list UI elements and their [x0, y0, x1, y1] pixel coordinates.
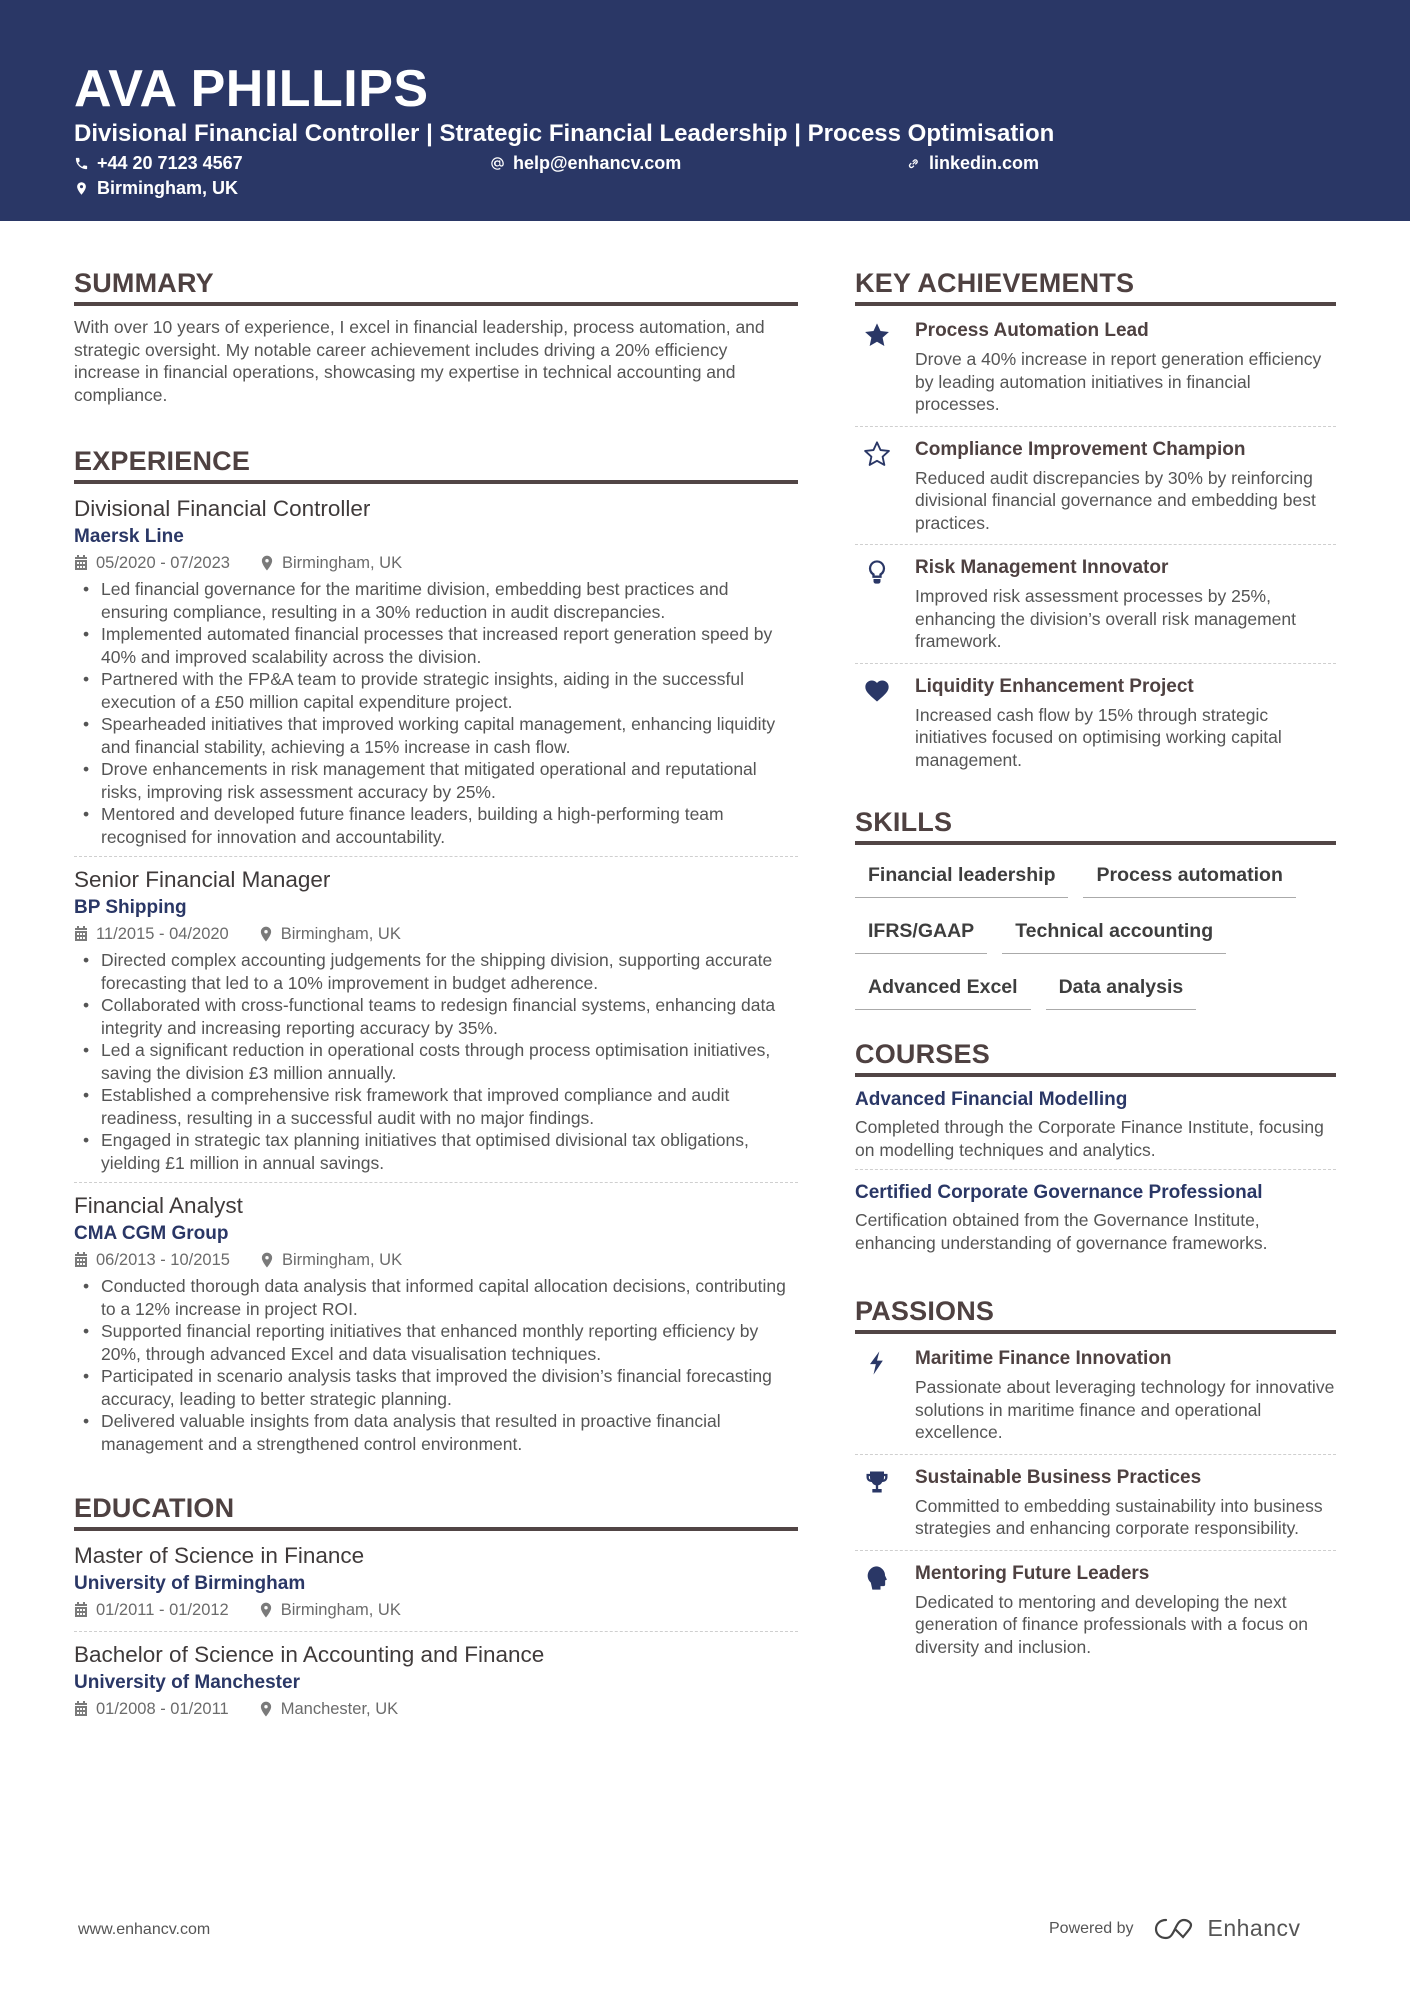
bullet-item: • Engaged in strategic tax planning initiatives that optimised divisional tax obligations, yielding £1 million in annual savings. — [74, 1129, 798, 1174]
passion-title: Maritime Finance Innovation — [915, 1348, 1172, 1369]
education-section — [74, 1491, 798, 1730]
bullet-item: • Drove enhancements in risk management that mitigated operational and reputational risks, improving risk assessment accuracy by 25%. — [74, 758, 798, 803]
job-dates: 11/2015 - 04/2020 — [96, 925, 229, 943]
candidate-name: AVA PHILLIPS — [74, 60, 429, 118]
location-pin-icon — [260, 1252, 274, 1268]
right-column — [855, 266, 1336, 1668]
lightning-bolt-icon — [863, 1349, 891, 1377]
bullet-item: • Supported financial reporting initiatives that enhanced monthly reporting efficiency by 20%, through advanced Excel and data visualisation techniques. — [74, 1320, 798, 1365]
passion-item — [855, 1336, 1336, 1454]
passion-item — [855, 1454, 1336, 1550]
email-link[interactable]: help@enhancv.com — [513, 153, 682, 173]
resume-header — [0, 0, 1410, 221]
course-desc: Certification obtained from the Governance Institute, enhancing understanding of governance frameworks. — [855, 1210, 1268, 1253]
skills-section — [855, 805, 1336, 1021]
skill-tag: Technical accounting — [1002, 909, 1226, 954]
achievement-item — [855, 663, 1336, 782]
course-title: Advanced Financial Modelling — [855, 1089, 1128, 1110]
company-name: Maersk Line — [74, 526, 184, 547]
company-name: BP Shipping — [74, 897, 187, 918]
achievement-item — [855, 308, 1336, 426]
job-bullets — [74, 1275, 798, 1455]
job-location: Birmingham, UK — [281, 554, 403, 572]
job-meta — [74, 921, 798, 947]
section-title-experience: EXPERIENCE — [74, 444, 798, 484]
achievements-section — [855, 266, 1336, 781]
education-dates: 01/2008 - 01/2011 — [96, 1700, 229, 1718]
footer-branding — [1049, 1915, 1301, 1942]
brand-logo[interactable] — [1152, 1915, 1301, 1942]
achievement-desc: Drove a 40% increase in report generation efficiency by leading automation initiatives in financial processes. — [915, 349, 1322, 414]
job-title: Senior Financial Manager — [74, 867, 331, 892]
job-dates: 06/2013 - 10/2015 — [96, 1251, 230, 1269]
location-pin-icon — [74, 181, 89, 196]
skill-tag: Process automation — [1083, 853, 1295, 898]
course-item — [855, 1081, 1336, 1169]
star-outline-icon — [863, 440, 891, 468]
website-link[interactable]: linkedin.com — [929, 153, 1040, 173]
trophy-icon — [863, 1468, 891, 1496]
achievement-desc: Improved risk assessment processes by 25%, enhancing the division’s overall risk management framework. — [915, 586, 1297, 651]
contact-website[interactable] — [906, 152, 1039, 174]
degree-title: Master of Science in Finance — [74, 1543, 365, 1568]
bullet-item: • Collaborated with cross-functional teams to redesign financial systems, enhancing data integrity and increasing reporting accuracy by 35%. — [74, 994, 798, 1039]
location-text: Birmingham, UK — [97, 178, 239, 198]
calendar-icon — [74, 926, 88, 942]
at-icon — [490, 156, 505, 171]
achievement-item — [855, 426, 1336, 545]
passions-section — [855, 1294, 1336, 1668]
education-meta — [74, 1597, 798, 1623]
skill-tag: IFRS/GAAP — [855, 909, 987, 954]
course-item — [855, 1169, 1336, 1262]
experience-item — [74, 494, 798, 856]
section-title-summary: SUMMARY — [74, 266, 798, 306]
skills-list — [855, 853, 1336, 1021]
passion-title: Sustainable Business Practices — [915, 1466, 1202, 1488]
contact-phone — [74, 152, 243, 174]
achievement-title: Liquidity Enhancement Project — [915, 675, 1194, 697]
bullet-item: • Led financial governance for the maritime division, embedding best practices and ensuring compliance, resulting in a 30% reduction in audit discrepancies. — [74, 578, 798, 623]
bullet-item: • Directed complex accounting judgements for the shipping division, supporting accurate forecasting that led to a 10% improvement in budget adherence. — [74, 949, 798, 994]
location-pin-icon — [259, 926, 273, 942]
education-item — [74, 1631, 798, 1730]
heart-icon — [863, 677, 891, 705]
education-meta — [74, 1696, 798, 1722]
star-filled-icon — [863, 321, 891, 349]
bullet-item: • Led a significant reduction in operational costs through process optimisation initiatives, saving the division £3 million annually. — [74, 1039, 798, 1084]
location-pin-icon — [259, 1701, 273, 1717]
section-title-skills: SKILLS — [855, 805, 1336, 845]
bullet-item: • Implemented automated financial processes that increased report generation speed by 40% and improved scalability across the division. — [74, 623, 798, 668]
course-desc: Completed through the Corporate Finance Institute, focusing on modelling techniques and analytics. — [855, 1117, 1324, 1160]
skill-tag: Financial leadership — [855, 853, 1068, 898]
contact-email[interactable] — [490, 152, 681, 174]
lightbulb-icon — [863, 558, 891, 586]
contact-location — [74, 177, 238, 199]
footer-website-link[interactable]: www.enhancv.com — [78, 1921, 211, 1938]
passion-desc: Passionate about leveraging technology for innovative solutions in maritime finance and operational excellence. — [915, 1377, 1335, 1442]
enhancv-logo-icon — [1152, 1916, 1198, 1942]
summary-text: With over 10 years of experience, I excel in financial leadership, process automation, and strategic oversight. My notable career achievement includes driving a 20% efficiency increase in financial operations, showcasing my expertise in technical accounting and compliance. — [74, 317, 765, 405]
achievement-item — [855, 544, 1336, 663]
experience-item — [74, 1182, 798, 1463]
job-location: Birmingham, UK — [281, 1251, 403, 1269]
achievement-title: Process Automation Lead — [915, 320, 1149, 341]
school-name: University of Manchester — [74, 1672, 300, 1693]
location-pin-icon — [260, 555, 274, 571]
experience-item — [74, 856, 798, 1182]
calendar-icon — [74, 1701, 88, 1717]
job-location: Birmingham, UK — [280, 925, 401, 943]
passion-title: Mentoring Future Leaders — [915, 1562, 1150, 1584]
achievement-title: Compliance Improvement Champion — [915, 438, 1246, 460]
phone-icon — [74, 156, 89, 171]
brand-name: Enhancv — [1207, 1915, 1301, 1941]
powered-by-label: Powered by — [1049, 1919, 1134, 1937]
location-pin-icon — [259, 1602, 273, 1618]
company-name: CMA CGM Group — [74, 1223, 229, 1244]
courses-section — [855, 1037, 1336, 1262]
job-dates: 05/2020 - 07/2023 — [96, 554, 230, 572]
phone-text: +44 20 7123 4567 — [97, 153, 243, 173]
bullet-item: • Conducted thorough data analysis that informed capital allocation decisions, contributing to a 12% increase in project ROI. — [74, 1275, 798, 1320]
job-meta — [74, 1247, 798, 1273]
summary-section — [74, 266, 798, 406]
skill-tag: Advanced Excel — [855, 965, 1031, 1010]
job-meta — [74, 550, 798, 576]
left-column — [74, 266, 798, 1730]
passion-desc: Committed to embedding sustainability into business strategies and enhancing corporate responsibility. — [915, 1495, 1323, 1538]
section-title-achievements: KEY ACHIEVEMENTS — [855, 266, 1336, 306]
job-bullets — [74, 578, 798, 848]
education-dates: 01/2011 - 01/2012 — [96, 1601, 229, 1619]
section-title-courses: COURSES — [855, 1037, 1336, 1077]
achievement-desc: Reduced audit discrepancies by 30% by reinforcing divisional financial governance and embedding best practices. — [915, 467, 1316, 533]
bullet-item: • Partnered with the FP&A team to provide strategic insights, aiding in the successful execution of a £50 million capital expenditure project. — [74, 668, 798, 713]
section-title-education: EDUCATION — [74, 1491, 798, 1531]
section-title-passions: PASSIONS — [855, 1294, 1336, 1334]
passion-desc: Dedicated to mentoring and developing the next generation of finance professionals with a focus on diversity and inclusion. — [915, 1591, 1309, 1657]
candidate-headline: Divisional Financial Controller | Strategic Financial Leadership | Process Optimisation — [74, 120, 1055, 147]
education-location: Manchester, UK — [280, 1700, 399, 1718]
calendar-icon — [74, 1252, 88, 1268]
job-bullets — [74, 949, 798, 1174]
education-location: Birmingham, UK — [280, 1601, 401, 1619]
head-brain-icon — [863, 1564, 891, 1592]
job-title: Financial Analyst — [74, 1193, 243, 1218]
passion-item — [855, 1550, 1336, 1669]
school-name: University of Birmingham — [74, 1573, 306, 1594]
achievement-desc: Increased cash flow by 15% through strategic initiatives focused on optimising working capital management. — [915, 704, 1282, 770]
bullet-item: • Delivered valuable insights from data analysis that resulted in proactive financial management and a strengthened control environment. — [74, 1410, 798, 1455]
education-item — [74, 1541, 798, 1631]
calendar-icon — [74, 555, 88, 571]
course-title: Certified Corporate Governance Professional — [855, 1182, 1263, 1203]
bullet-item: • Established a comprehensive risk framework that improved compliance and audit readiness, resulting in a successful audit with no major findings. — [74, 1084, 798, 1129]
degree-title: Bachelor of Science in Accounting and Finance — [74, 1642, 545, 1667]
bullet-item: • Spearheaded initiatives that improved working capital management, enhancing liquidity and financial stability, achieving a 15% increase in cash flow. — [74, 713, 798, 758]
achievement-title: Risk Management Innovator — [915, 557, 1169, 578]
bullet-item: • Participated in scenario analysis tasks that improved the division’s financial forecasting accuracy, leading to better strategic planning. — [74, 1365, 798, 1410]
skill-tag: Data analysis — [1046, 965, 1197, 1010]
bullet-item: • Mentored and developed future finance leaders, building a high-performing team recognised for innovation and accountability. — [74, 803, 798, 848]
job-title: Divisional Financial Controller — [74, 496, 371, 521]
calendar-icon — [74, 1602, 88, 1618]
link-icon — [906, 156, 921, 171]
experience-section — [74, 444, 798, 1463]
